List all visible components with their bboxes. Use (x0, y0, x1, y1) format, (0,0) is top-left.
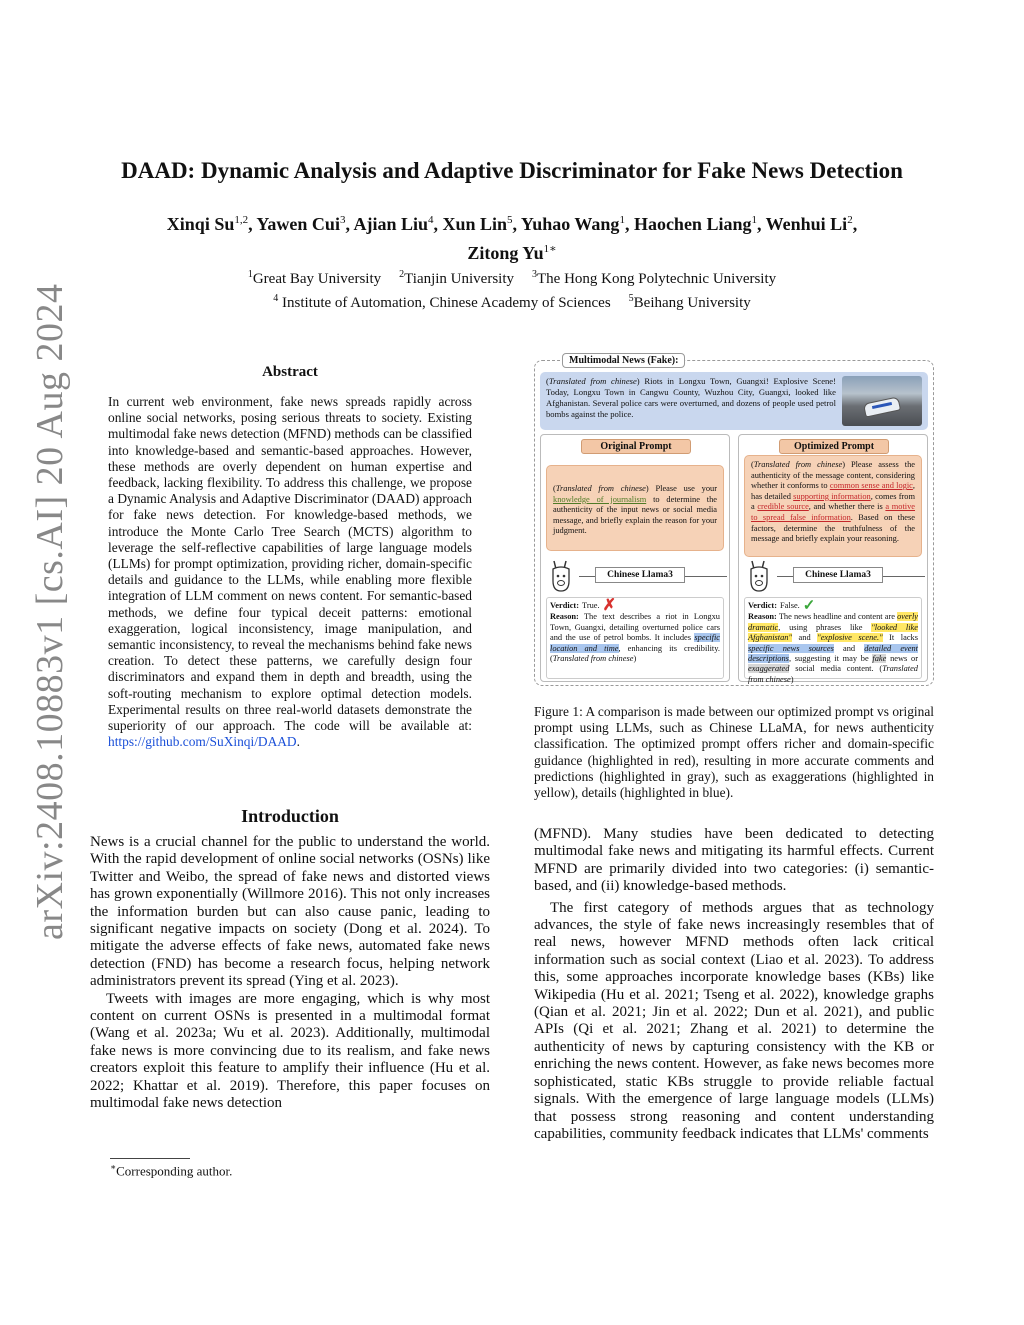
paper-title: DAAD: Dynamic Analysis and Adaptive Discriminator for Fake News Detection (121, 158, 903, 183)
abstract-text: In current web environment, fake news spreads rapidly across online social networks, posing serious threats to society. Existing multimodal fake news detection (MFND) methods can be classified into knowledge-based and semantic-based approaches. However, these methods are overly dependent on human expertise and feedback, lacking flexibility. To address this challenge, we propose a Dynamic Analysis and Adaptive Discriminator (DAAD) approach for fake news detection. For knowledge-based methods, we introduce the Monte Carlo Tree Search (MCTS) algorithm to leverage the self-reflective capabilities of large language models (LLMs) for prompt optimization, providing richer, domain-specific details and guidance to the LLMs, while enabling more flexible integration of LLM comment on news content. For semantic-based methods, we define four typical deceit patterns: emotional exaggeration, logical inconsistency, image manipulation, and semantic inconsistency, to reveal the mechanisms behind fake news creation. To detect these patterns, we carefully design four discriminators and expand them in depth and breadth, using the soft-routing mechanism to explore optimal detection models. Experimental results on three real-world datasets demonstrate the superiority of our approach. The code will be available at: https://github.com/SuXinqi/DAAD. (108, 394, 472, 750)
intro-paragraph-2: Tweets with images are more engaging, which is why most content on current OSNs is presented in a multimodal format (Wang et al. 2023a; Wu et al. 2023). Additionally, multimodal fake news is more convincing due to its realism, and fake news creators exploit this feature to amplify their influence (Hu et al. 2022; Khattar et al. 2019). Therefore, this paper focuses on multimodal fake news detection (90, 990, 490, 1112)
news-box (540, 372, 928, 430)
abstract-heading: Abstract (262, 364, 318, 380)
optimized-prompt-text: (Translated from chinese) Please assess the authenticity of the message content, considering whether it conforms to common sense and logic, has detailed supporting information, comes from a credible source, and whether there is a motive to spread false information. Based on these factors, determine the truthfulness of the message and briefly explain your reasoning. (744, 455, 922, 557)
optimized-prompt-label: Optimized Prompt (779, 439, 889, 454)
right-paragraph-2: The first category of methods argues that as technology advances, the style of fake news increasingly resembles that of real news, however MFND methods often lack critical information such as social context (Liao et al. 2023). To address this, some approaches incorporate knowledge bases (KBs) like Wikipedia (Hu et al. 2021; Tseng et al. 2022), knowledge graphs (Qian et al. 2021; Jin et al. 2022; Dun et al. 2021), and public APIs (Qi et al. 2021; Zhang et al. 2021) to determine the authenticity of news by capturing consistency with the KB or enriching the news content. However, as fake news becomes more sophisticated, static KBs struggle to provide reliable factual signals. With the emergence of large language models (LLMs) that possess strong reasoning and content understanding capabilities, community feedback indicates that LLMs' comments (534, 899, 934, 1142)
optimized-prompt-column (738, 434, 928, 682)
introduction-text (90, 834, 490, 1113)
original-prompt-text: (Translated from chinese) Please use your knowledge of journalism to determine the authenticity of the input news or social media message, and briefly explain the reason for your judgment. (546, 465, 724, 551)
news-text: (Translated from chinese) Riots in Longxu Town, Guangxi! Explosive Scene! Today, Longxu Town in Cangwu County, Wuzhou City, Guangxi, looked like Afghanistan. Several police cars were overturned, and dozens of people used petrol bombs against the police. (546, 376, 836, 419)
optimized-verdict: Verdict: False. ✓ Reason: The news headline and content are overly dramatic, using phrases like "looked like Afghanistan" and "explosive scene." It lacks specific news sources and detailed event descriptions, suggesting it may be fake news or exaggerated social media content. (Translated from chinese) (744, 597, 922, 679)
right-column-text (534, 826, 934, 1147)
footnote-divider (110, 1158, 190, 1159)
model-name-right: Chinese Llama3 (793, 567, 883, 583)
introduction-heading: Introduction (241, 806, 339, 826)
affiliations: $^1$Great Bay University $^2$Tianjin University $^3$The Hong Kong Polytechnic University $^4$ Institute of Automation, Chinese Academy of Sciences $^5$Beihang University (247, 269, 777, 311)
figure-1 (534, 350, 934, 698)
right-paragraph-1: (MFND). Many studies have been dedicated to detecting multimodal fake news and mitigating its harmful effects. Current MFND are primarily divided into two categories: (i) semantic-based, and (ii) knowledge-based methods. (534, 826, 934, 895)
intro-paragraph-1: News is a crucial channel for the public to understand the world. With the rapid development of online social networks (OSNs) like Twitter and Weibo, the spread of fake news and distorted views has grown exponentially (Willmore 2016). This not only increases the information burden but can also cause panic, leading to significant negative impacts on society (Dong et al. 2024). To mitigate the adverse effects of fake news, automated fake news detection (FND) has become a research focus, helping network administrators prevent its spread (Ying et al. 2023). (90, 834, 490, 990)
news-photo (842, 376, 922, 426)
code-link[interactable]: https://github.com/SuXinqi/DAAD (108, 734, 297, 750)
wrong-icon: ✗ (602, 597, 617, 615)
model-row-right (743, 559, 925, 593)
llama-icon (745, 559, 773, 593)
author-list: Xinqi Su$^{1,2}$, Yawen Cui$^3$, Ajian Liu$^4$, Xun Lin$^5$, Yuhao Wang$^1$, Haochen Liang$^1$, Wenhui Li$^2$, Zitong $Yu^{1∗}$ (166, 214, 858, 263)
original-prompt-label: Original Prompt (581, 439, 691, 454)
footnote: ∗Corresponding author. (110, 1162, 233, 1179)
multimodal-news-tag: Multimodal News (Fake): (562, 353, 685, 368)
figure-caption: Figure 1: A comparison is made between our optimized prompt vs original prompt using LLMs, such as Chinese LLaMA, for news authenticity classification. The optimized prompt offers richer and domain-specific guidance (highlighted in red), resulting in more accurate comments and predictions (highlighted in gray), such as exaggerations (highlighted in yellow), details (highlighted in blue). (534, 704, 934, 801)
arxiv-identifier: arXiv:2408.10883v1 [cs.AI] 20 Aug 2024 (29, 283, 71, 940)
llama-icon (547, 559, 575, 593)
original-prompt-column (540, 434, 730, 682)
model-name-left: Chinese Llama3 (595, 567, 685, 583)
model-row-left (545, 559, 727, 593)
check-icon: ✓ (802, 598, 816, 615)
original-verdict: Verdict: True. ✗ Reason: The text describes a riot in Longxu Town, Guangxi, detailing overturned police cars and the use of petrol bombs. It includes specific location and time, enhancing its credibility. (Translated from chinese) (546, 597, 724, 679)
